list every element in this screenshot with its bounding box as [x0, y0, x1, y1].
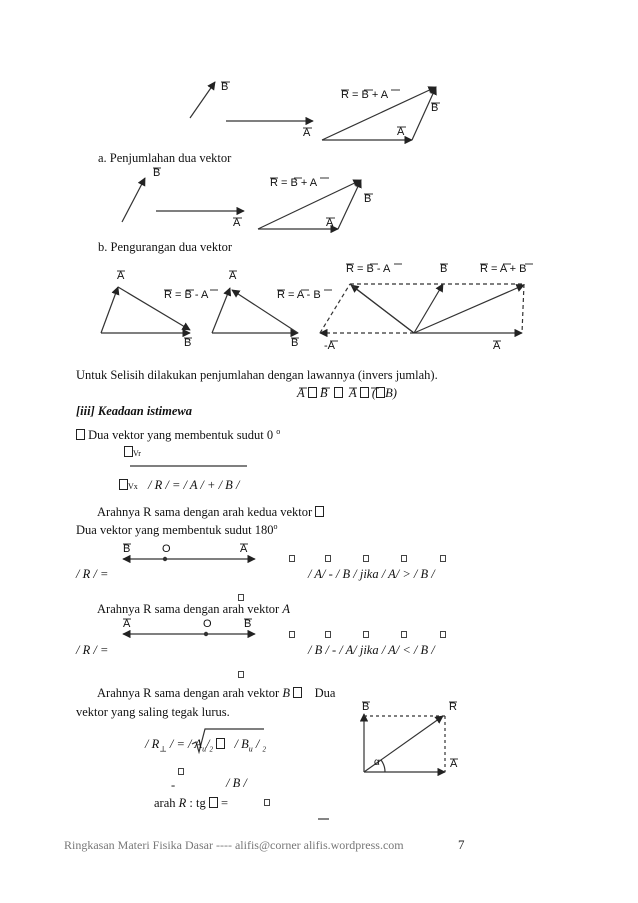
page-number: 7 [458, 837, 465, 852]
case-2-text: Dua vektor yang membentuk sudut 180$^o$ [76, 522, 278, 538]
footer-text: Ringkasan Materi Fisika Dasar ---- alifis@corner alifis.wordpress.com [64, 838, 404, 852]
small-box [325, 555, 331, 562]
formula-1: / R / = / A / + / B / [148, 478, 240, 492]
subscript-vx: Vx [119, 479, 138, 491]
fig-c2-equation: R = A - B [277, 289, 321, 301]
subscript-vr: Vr [124, 446, 141, 458]
small-box [401, 631, 407, 638]
formula-3: / $R_\perp$ / = / $A_u/_2$ / $B_u / _2$ [145, 737, 267, 754]
fig-c1-a [101, 287, 118, 333]
perp-label-alpha: α [374, 757, 380, 768]
line2-label-a: A [123, 618, 131, 630]
section-heading: [iii] Keadaan istimewa [76, 404, 192, 418]
condition-1: / A/ - / B / jika / A/ > / B / [308, 567, 435, 581]
caption-b: b. Pengurangan dua vektor [98, 240, 232, 254]
fig-c3-label-minus-a: -A [324, 340, 335, 352]
fig-a-label-a2: A [397, 126, 405, 138]
fig-c3-equation-diff: R = B - A [346, 263, 391, 275]
case-3-text: vektor yang saling tegak lurus. [76, 705, 230, 719]
fig-a-equation: R = B + A [341, 89, 389, 101]
paragraph-selisih: Untuk Selisih dilakukan penjumlahan dengan lawannya (invers jumlah). [76, 368, 438, 382]
fig-a-label-a: A [303, 127, 311, 139]
small-box [238, 671, 244, 678]
arah-r: arah R : tg = [154, 796, 229, 810]
perp-label-b: B [362, 701, 370, 713]
fig-c2-label-a: A [229, 270, 237, 282]
fig-c3-label-a: A [493, 340, 501, 352]
formula-selisih: A B A ( B) [297, 386, 397, 400]
small-box [264, 799, 270, 806]
small-box [440, 631, 446, 638]
small-box [238, 594, 244, 601]
caption-a: a. Penjumlahan dua vektor [98, 151, 232, 165]
condition-2: / B / - / A/ jika / A/ < / B / [308, 643, 435, 657]
line1-label-b: B [123, 543, 131, 555]
small-box [363, 631, 369, 638]
arah-3: Arahnya R sama dengan arah vektor B Dua [97, 686, 336, 700]
small-box [401, 555, 407, 562]
perp-label-a: A [450, 758, 458, 770]
fig-c3-r-sum [414, 285, 524, 333]
small-box [289, 555, 295, 562]
fig-c2-a [212, 288, 230, 333]
fig-c1-equation: R = B - A [164, 289, 209, 301]
small-box [325, 631, 331, 638]
fraction-dash: - [171, 778, 176, 792]
line2-label-o: O [203, 618, 212, 630]
arah-1: Arahnya R sama dengan arah kedua vektor [97, 505, 324, 520]
fig-c3-b [414, 284, 443, 333]
fig-b-equation: R = B + A [270, 177, 318, 189]
r-equals-1: / R / = [76, 567, 109, 581]
fig-b-vector-b [122, 178, 145, 222]
small-box [363, 555, 369, 562]
fig-a-label-b2: B [431, 102, 439, 114]
line1-origin [163, 557, 167, 561]
fig-b-label-a2: A [326, 217, 334, 229]
fig-b-label-b: B [153, 167, 161, 179]
fig-b-label-b2: B [364, 193, 372, 205]
fig-a-label-b: B [221, 81, 229, 93]
line1-label-o: O [162, 543, 171, 555]
fraction-numerator: / B / [226, 776, 247, 790]
fig-a-vector-b [190, 82, 215, 118]
r-equals-2: / R / = [76, 643, 109, 657]
fig-c1-label-b: B [184, 337, 192, 349]
line2-origin [204, 632, 208, 636]
fig-c2-label-b: B [291, 337, 299, 349]
fig-c3-equation-sum: R = A + B [480, 263, 527, 275]
fig-b-label-a: A [233, 217, 241, 229]
small-box [178, 768, 184, 775]
line2-label-b: B [244, 618, 252, 630]
line1-label-a: A [240, 543, 248, 555]
perp-label-r: R [449, 701, 457, 713]
fig-c3-label-b: B [440, 263, 448, 275]
arah-2: Arahnya R sama dengan arah vektor A [97, 602, 290, 616]
fig-b-tri-b [338, 180, 361, 229]
fig-c1-label-a: A [117, 270, 125, 282]
small-box [289, 631, 295, 638]
case-1-text: Dua vektor yang membentuk sudut 0 $^o$ [76, 427, 280, 443]
small-box [440, 555, 446, 562]
